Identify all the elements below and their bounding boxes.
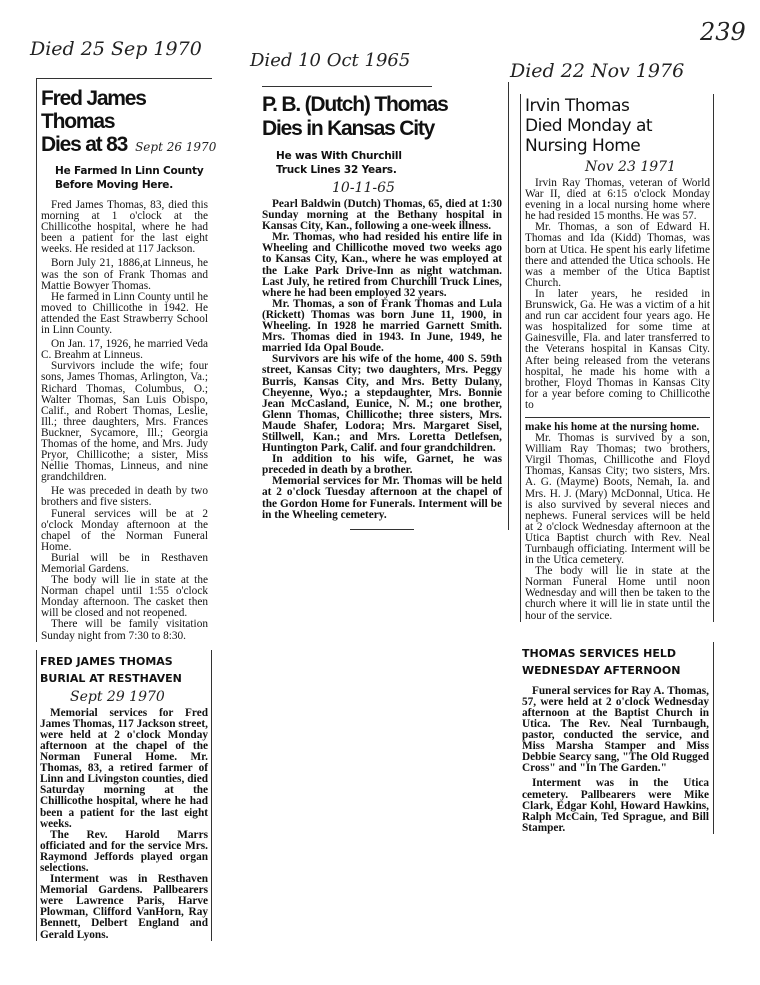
paragraph: The body will lie in state at the Norman Funeral Home until noon Wednesday and will then be taken to the church where it will lie in state until the hour of the service.: [525, 565, 710, 622]
paragraph: Memorial services for Fred James Thomas, 117 Jackson street, were held at 2 o'clock Monday afternoon at the chapel of the Norman Funeral Home. Mr. Thomas, 83, a retired farmer of Linn and Livingston counties, died Saturday morning at the Chillicothe hospital, where he had been a patient for the last eight weeks.: [40, 706, 208, 830]
column-3: [520, 94, 714, 834]
headline-line: Dies in Kansas City: [262, 117, 435, 140]
paragraph: Irvin Ray Thomas, veteran of World War II, died at 6:15 o'clock Monday evening in a local nursing home where he had resided 15 months. He was 57.: [525, 177, 710, 223]
handwritten-note: [585, 158, 710, 176]
paragraph: Survivors include the wife; four sons, James Thomas, Arlington, Va.; Richard Thomas, Columbus, O.; Walter Thomas, San Luis Obispo, Calif., and Robert Thomas, Leslie, Ill.; three daughters, Mrs. Frances Buckner, Sycamore, Ill.; Georgia Thomas of the home, and Mrs. Judy Pryor, Chillicothe; a sister, Miss Nellie Thomas, Linneus, and nine grandchildren.: [41, 360, 208, 484]
headline-line: WEDNESDAY AFTERNOON: [522, 663, 681, 677]
headline-line: BURIAL AT RESTHAVEN: [40, 671, 182, 685]
note-line: 1971: [640, 159, 676, 175]
paragraph: Mr. Thomas, who had resided his entire life in Wheeling and Chillicothe moved two weeks ago to Kansas City, Kan., where he was employed at the Lake Park Drive-Inn as night watchman. Last July, he retired from Churchill Truck Lines, where he had been employed 32 years.: [262, 231, 502, 299]
handwritten-note: Sept 29 1970: [70, 688, 165, 705]
paragraph: Fred James Thomas, 83, died this morning at 1 o'clock at the Chillicothe hospital, where he had been a patient for the last eight weeks. He resided at 117 Jackson.: [41, 199, 208, 256]
subhead-line: Before Moving Here.: [55, 179, 174, 191]
subhead-line: Truck Lines 32 Years.: [276, 164, 397, 176]
obituary-body: [41, 200, 208, 642]
paragraph: He was preceded in death by two brothers and five sisters.: [41, 485, 208, 509]
handwritten-note: 10-11-65: [332, 180, 395, 196]
obituary-clipping-pb-dutch-thomas: [258, 82, 509, 530]
services-notice-clipping: [520, 642, 714, 834]
paragraph: In addition to his wife, Garnet, he was preceded in death by a brother.: [262, 453, 502, 477]
paragraph: There will be family visitation Sunday night from 7:30 to 8:30.: [41, 618, 208, 642]
paragraph: make his home at the nursing home.: [525, 420, 700, 433]
headline-line: Irvin Thomas: [525, 96, 630, 116]
obituary-clipping-fred-james-thomas: [36, 78, 217, 642]
paragraph: Burial will be in Resthaven Memorial Gardens.: [41, 551, 208, 575]
paragraph: Mr. Thomas, a son of Edward H. Thomas and Ida (Kidd) Thomas, was born at Utica. He spent his early lifetime there and attended the Utica schools. He was a member of the Utica Baptist Church.: [525, 221, 710, 289]
subhead-line: He was With Churchill: [276, 150, 402, 162]
page-number: 239: [700, 18, 746, 46]
divider: [262, 86, 432, 87]
headline-line: Nursing Home: [525, 136, 641, 156]
paragraph: Pearl Baldwin (Dutch) Thomas, 65, died at 1:30 Sunday morning at the Bethany hospital in Kansas City, Kan., following a one-week illness.: [262, 198, 502, 233]
handwritten-death-date: Died 10 Oct 1965: [250, 50, 411, 71]
note-line: 23: [618, 159, 636, 175]
paragraph: Memorial services for Mr. Thomas will be held at 2 o'clock Tuesday afternoon at the chapel of the Gordon Home for Funerals. Interment will be in the Wheeling cemetery.: [262, 475, 502, 521]
paragraph: Funeral services for Ray A. Thomas, 57, were held at 2 o'clock Wednesday afternoon at the Baptist Church in Utica. The Rev. Neal Turnbaugh, pastor, conducted the service, and Miss Marsha Stamper and Miss Debbie Searcy sang, "The Old Rugged Cross" and "In The Garden.": [522, 684, 709, 775]
handwritten-death-date: Died 22 Nov 1976: [510, 60, 685, 82]
headline-line: FRED JAMES THOMAS: [40, 654, 173, 668]
divider: [525, 417, 710, 418]
column-1: [36, 78, 217, 941]
subhead-line: He Farmed In Linn County: [55, 165, 204, 177]
handwritten-note: Sept 26 1970: [135, 140, 217, 154]
headline-line: Dies at 83: [41, 133, 128, 156]
burial-notice-clipping: [36, 650, 212, 941]
paragraph: Survivors are his wife of the home, 400 S. 59th street, Kansas City; two daughters, Mrs. Peggy Burris, Kansas City, and Mrs. Betty Dulany, Cheyenne, Wyo.; a stepdaughter, Mrs. Bonnie Jean McCasland, Eunice, N. M.; one brother, Glenn Thomas, Chillicothe; three sisters, Mrs. Maude Shafer, Lodora; Mrs. Margaret Sisel, Stillwell, Kan.; and Mrs. Loretta Detlefsen, Huntington Park, Calif. and four grandchildren.: [262, 353, 502, 455]
paragraph: He farmed in Linn County until he moved to Chillicothe in 1942. He attended the East Strawberry School in Linn County.: [41, 290, 208, 337]
paragraph: Interment was in the Utica cemetery. Pallbearers were Mike Clark, Edgar Kohl, Howard Hawkins, Ralph McCain, Ted Sprague, and Bill Stamper.: [522, 777, 709, 834]
paragraph: The Rev. Harold Marrs officiated and for the service Mrs. Raymond Jeffords played organ selections.: [40, 828, 208, 874]
paragraph: The body will lie in state at the Norman chapel until 1:55 o'clock Monday afternoon. The casket then will be closed and not reopened.: [41, 574, 208, 620]
paragraph: Interment was in Resthaven Memorial Gardens. Pallbearers were Lawrence Paris, Harve Plowman, Clifford VanHorn, Ray Bennett, Delbert England and Gerald Lyons.: [40, 873, 208, 941]
paragraph: On Jan. 17, 1926, he married Veda C. Breahm at Linneus.: [41, 338, 208, 362]
paragraph: Funeral services will be at 2 o'clock Monday afternoon at the chapel of the Norman Funeral Home.: [41, 507, 208, 553]
headline-line: Died Monday at: [525, 116, 653, 136]
note-line: Nov: [585, 159, 614, 175]
paragraph: Mr. Thomas, a son of Frank Thomas and Lula (Rickett) Thomas was born June 11, 1900, in Wheeling. In 1928 he married Garnett Smith. Mrs. Thomas died in 1943. In June, 1949, he married Ida Opal Boude.: [262, 297, 502, 355]
paragraph: Mr. Thomas is survived by a son, William Ray Thomas; two brothers, Virgil Thomas, Chillicothe and Floyd Thomas, Kansas City; two sisters, Mrs. A. G. (Mayme) Boots, Nemah, Ia. and Mrs. H. J. (Mary) McDonnal, Utica. He is also survived by several nieces and nephews. Funeral services will be held at 2 o'clock Wednesday afternoon at the Utica Baptist church with Rev. Neal Turnbaugh officiating. Interment will be in the Utica cemetery.: [525, 432, 710, 567]
headline-line: THOMAS SERVICES HELD: [522, 646, 676, 660]
headline-line: Fred James Thomas: [41, 87, 146, 133]
divider: [350, 529, 414, 530]
obituary-clipping-irvin-thomas: [520, 94, 714, 622]
handwritten-death-date: Died 25 Sep 1970: [30, 38, 202, 60]
headline-line: P. B. (Dutch) Thomas: [262, 93, 448, 116]
paragraph: In later years, he resided in Brunswick, Ga. He was a victim of a hit and run car accident four years ago. He was hospitalized for some time at Gainesville, Fla. and later transferred to the Veterans hospital in Kansas City. After being released from the veterans hospital, he made his home with a brother, Floyd Thomas in Kansas City for a year before coming to Chillicothe to: [525, 287, 710, 411]
paragraph: Born July 21, 1886,at Linneus, he was the son of Frank Thomas and Mattie Bowyer Thomas.: [41, 257, 208, 292]
